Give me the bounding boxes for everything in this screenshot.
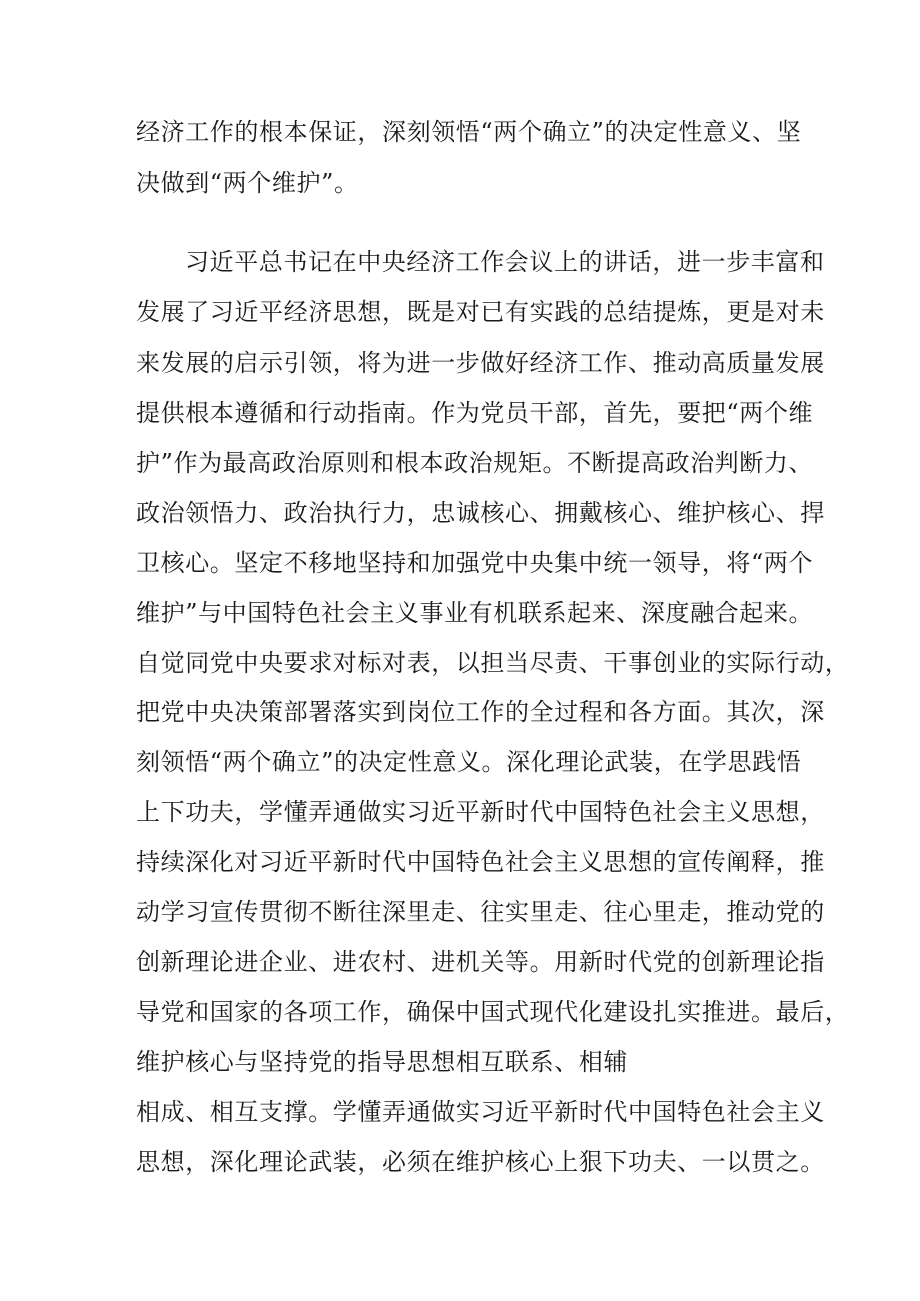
paragraph-2-line-17: 维护核心与坚持党的指导思想相互联系、相辅 <box>136 1048 628 1076</box>
paragraph-2-line-12: 上下功夫，学懂弄通做实习近平新时代中国特色社会主义思想， <box>136 798 825 826</box>
paragraph-2-line-1: 习近平总书记在中央经济工作会议上的讲话，进一步丰富和 <box>185 248 825 276</box>
paragraph-2-line-18: 相成、相互支撑。学懂弄通做实习近平新时代中国特色社会主义 <box>136 1098 825 1126</box>
paragraph-2-line-3: 来发展的启示引领，将为进一步做好经济工作、推动高质量发展 <box>136 349 825 377</box>
paragraph-2-line-9: 自觉同党中央要求对标对表，以担当尽责、干事创业的实际行动， <box>136 649 850 677</box>
paragraph-1-line-1: 经济工作的根本保证，深刻领悟“两个确立”的决定性意义、坚 <box>136 118 802 146</box>
paragraph-2-line-10: 把党中央决策部署落实到岗位工作的全过程和各方面。其次，深 <box>136 698 825 726</box>
paragraph-2-line-7: 卫核心。坚定不移地坚持和加强党中央集中统一领导，将“两个 <box>136 549 814 577</box>
paragraph-2-line-5: 护”作为最高政治原则和根本政治规矩。不断提高政治判断力、 <box>136 449 814 477</box>
paragraph-2-line-6: 政治领悟力、政治执行力，忠诚核心、拥戴核心、维护核心、捍 <box>136 499 825 527</box>
paragraph-2-line-2: 发展了习近平经济思想，既是对已有实践的总结提炼，更是对未 <box>136 298 825 326</box>
paragraph-2-line-11: 刻领悟“两个确立”的决定性意义。深化理论武装，在学思践悟 <box>136 748 802 776</box>
paragraph-2-line-19: 思想，深化理论武装，必须在维护核心上狠下功夫、一以贯之。 <box>136 1148 825 1176</box>
paragraph-1-line-2: 决做到“两个维护”。 <box>136 169 359 197</box>
paragraph-2-line-8: 维护”与中国特色社会主义事业有机联系起来、深度融合起来。 <box>136 599 814 627</box>
paragraph-2-line-13: 持续深化对习近平新时代中国特色社会主义思想的宣传阐释，推 <box>136 848 825 876</box>
paragraph-2-line-16: 导党和国家的各项工作，确保中国式现代化建设扎实推进。最后， <box>136 998 850 1026</box>
paragraph-2-line-14: 动学习宣传贯彻不断往深里走、往实里走、往心里走，推动党的 <box>136 898 825 926</box>
paragraph-2-line-4: 提供根本遵循和行动指南。作为党员干部，首先，要把“两个维 <box>136 399 814 427</box>
paragraph-2-line-15: 创新理论进企业、进农村、进机关等。用新时代党的创新理论指 <box>136 948 825 976</box>
